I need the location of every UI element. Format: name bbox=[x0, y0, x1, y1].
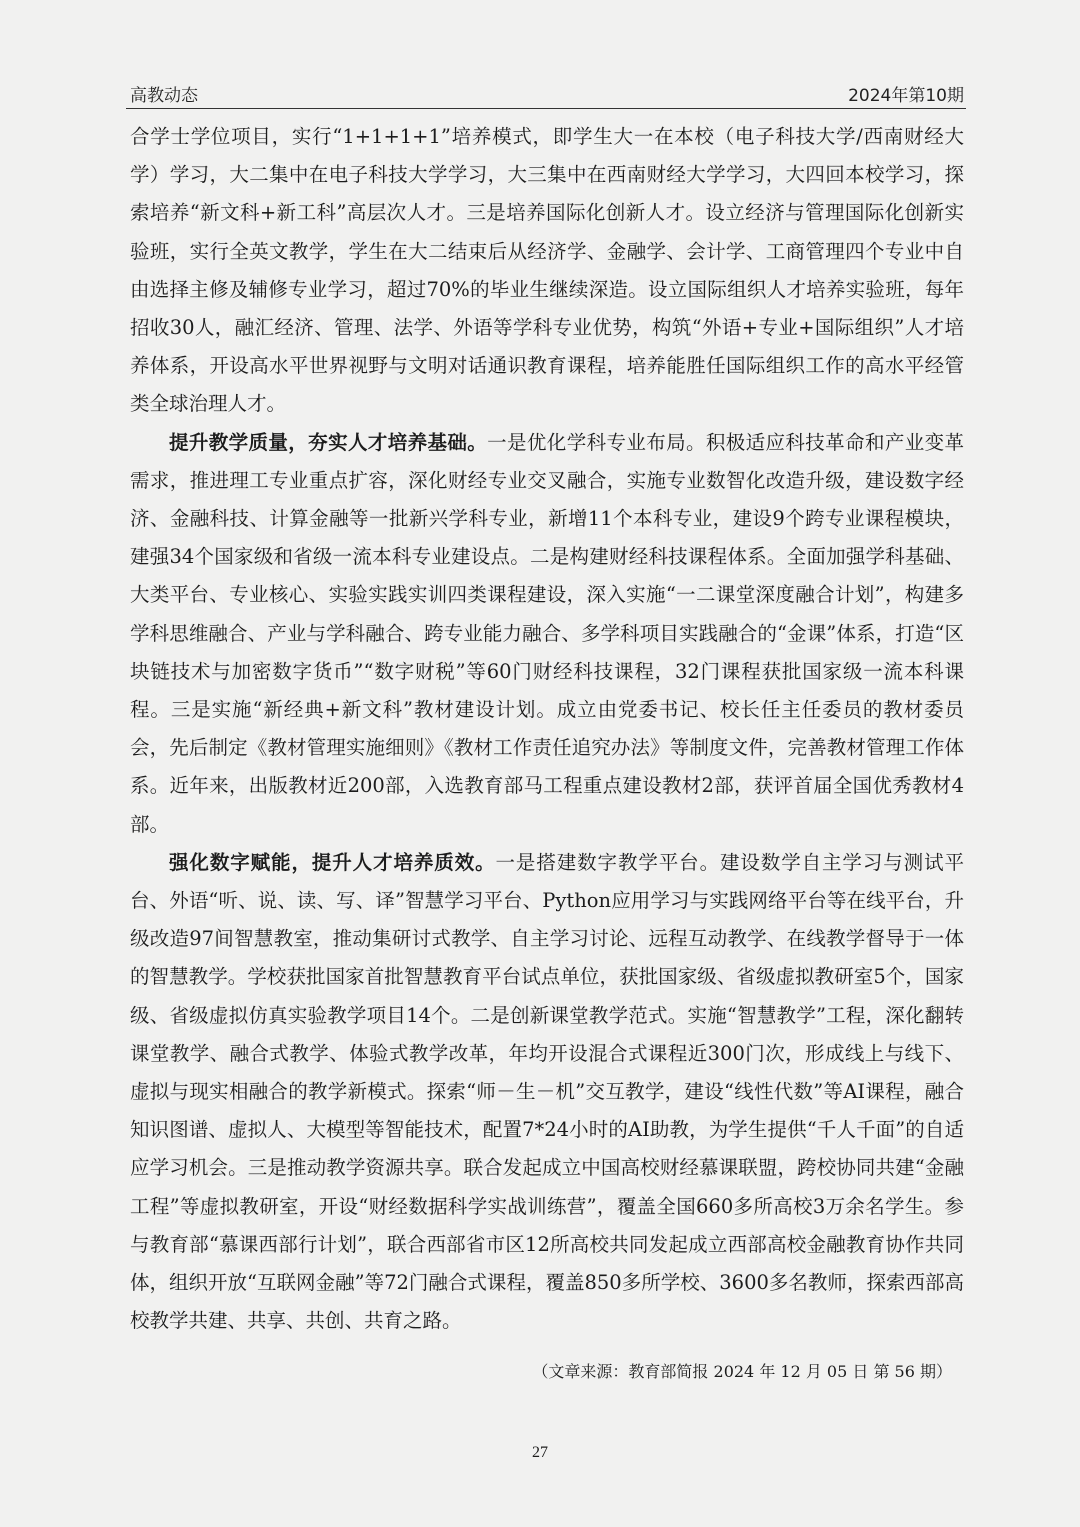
paragraph-text: 一是优化学科专业布局。积极适应科技革命和产业变革需求，推进理工专业重点扩容，深化财经专业交叉融合，实施专业数智化改造升级，建设数字经济、金融科技、计算金融等一批新兴学科专业，新增11个本科专业，建设9个跨专业课程模块，建强34个国家级和省级一流本科专业建设点。二是构建财经科技课程体系。全面加强学科基础、大类平台、专业核心、实验实践实训四类课程建设，深入实施“一二课堂深度融合计划”，构建多学科思维融合、产业与学科融合、跨专业能力融合、多学科项目实践融合的“金课”体系，打造“区块链技术与加密数字货币”“数字财税”等60门财经科技课程，32门课程获批国家级一流本科课程。三是实施“新经典+新文科”教材建设计划。成立由党委书记、校长任主任委员的教材委员会，先后制定《教材管理实施细则》《教材工作责任追究办法》等制度文件，完善教材管理工作体系。近年来，出版教材近200部，入选教育部马工程重点建设教材2部，获评首届全国优秀教材4部。 bbox=[130, 430, 964, 836]
article-body bbox=[130, 118, 964, 1341]
paragraph-continuation: 合学士学位项目，实行“1+1+1+1”培养模式，即学生大一在本校（电子科技大学/西南财经大学）学习，大二集中在电子科技大学学习，大三集中在西南财经大学学习，大四回本校学习，探索培养“新文科+新工科”高层次人才。三是培养国际化创新人才。设立经济与管理国际化创新实验班，实行全英文教学，学生在大二结束后从经济学、金融学、会计学、工商管理四个专业中自由选择主修及辅修专业学习，超过70%的毕业生继续深造。设立国际组织人才培养实验班，每年招收30人，融汇经济、管理、法学、外语等学科专业优势，构筑“外语+专业+国际组织”人才培养体系，开设高水平世界视野与文明对话通识教育课程，培养能胜任国际组织工作的高水平经管类全球治理人才。 bbox=[130, 125, 964, 416]
paragraph-lead-heading: 强化数字赋能，提升人才培养质效。 bbox=[169, 850, 496, 874]
paragraph-text: 一是搭建数字教学平台。建设数学自主学习与测试平台、外语“听、说、读、写、译”智慧学习平台、Python应用学习与实践网络平台等在线平台，升级改造97间智慧教室，推动集研讨式教学、自主学习讨论、远程互动教学、在线教学督导于一体的智慧教学。学校获批国家首批智慧教育平台试点单位，获批国家级、省级虚拟教研室5个，国家级、省级虚拟仿真实验教学项目14个。二是创新课堂教学范式。实施“智慧教学”工程，深化翻转课堂教学、融合式教学、体验式教学改革，年均开设混合式课程近300门次，形成线上与线下、虚拟与现实相融合的教学新模式。探索“师－生－机”交互教学，建设“线性代数”等AI课程，融合知识图谱、虚拟人、大模型等智能技术，配置7*24小时的AI助教，为学生提供“千人千面”的自适应学习机会。三是推动教学资源共享。联合发起成立中国高校财经慕课联盟，跨校协同共建“金融工程”等虚拟教研室，开设“财经数据科学实战训练营”，覆盖全国660多所高校3万余名学生。参与教育部“慕课西部行计划”，联合西部省市区12所高校共同发起成立西部高校金融教育协作共同体，组织开放“互联网金融”等72门融合式课程，覆盖850多所学校、3600多名教师，探索西部高校教学共建、共享、共创、共育之路。 bbox=[130, 850, 964, 1333]
page-number: 27 bbox=[532, 1444, 548, 1461]
header-issue: 2024年第10期 bbox=[848, 86, 964, 106]
header-divider bbox=[126, 108, 966, 109]
header-journal-title: 高教动态 bbox=[130, 86, 198, 106]
paragraph-teaching-quality bbox=[130, 424, 964, 844]
paragraph-lead-heading: 提升教学质量，夯实人才培养基础。 bbox=[169, 430, 488, 454]
paragraph-digital-empowerment bbox=[130, 844, 964, 1341]
article-source: （文章来源：教育部简报 2024 年 12 月 05 日 第 56 期） bbox=[532, 1362, 952, 1381]
running-header bbox=[130, 76, 964, 106]
